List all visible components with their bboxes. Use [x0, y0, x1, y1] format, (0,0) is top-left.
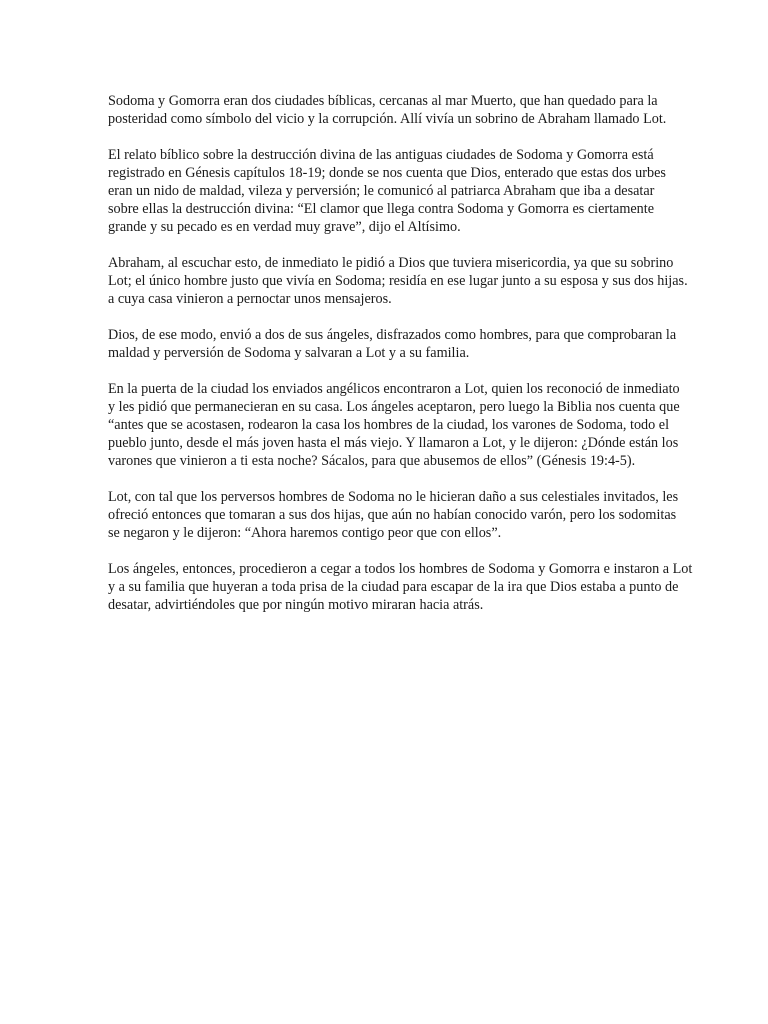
paragraph-3: Abraham, al escuchar esto, de inmediato le pidió a Dios que tuviera misericordia, ya que su sobrino Lot; el único hombre justo que vivía en Sodoma; residía en ese lugar junto a su esposa y sus dos hijas. a cuya casa vinieron a pernoctar unos mensajeros. [108, 255, 688, 307]
paragraph-6: Lot, con tal que los perversos hombres de Sodoma no le hicieran daño a sus celestiales invitados, les ofreció entonces que tomaran a sus dos hijas, que aún no habían conocido varón, pero los sodomitas se negaron y le dijeron: “Ahora haremos contigo peor que con ellos”. [108, 489, 679, 541]
paragraph-7: Los ángeles, entonces, procedieron a cegar a todos los hombres de Sodoma y Gomorra e instaron a Lot y a su familia que huyeran a toda prisa de la ciudad para escapar de la ira que Dios estaba a punto de desatar, advirtiéndoles que por ningún motivo miraran hacia atrás. [108, 561, 693, 613]
paragraph-5: En la puerta de la ciudad los enviados angélicos encontraron a Lot, quien los reconoció de inmediato y les pidió que permanecieran en su casa. Los ángeles aceptaron, pero luego la Biblia nos cuenta que “antes que se acostasen, rodearon la casa los hombres de la ciudad, los varones de Sodoma, todo el pueblo junto, desde el más joven hasta el más viejo. Y llamaron a Lot, y le dijeron: ¿Dónde están los varones que vinieron a ti esta noche? Sácalos, para que abusemos de ellos” (Génesis 19:4-5). [108, 381, 680, 469]
document-body [108, 92, 693, 632]
paragraph-1: Sodoma y Gomorra eran dos ciudades bíblicas, cercanas al mar Muerto, que han quedado para la posteridad como símbolo del vicio y la corrupción. Allí vivía un sobrino de Abraham llamado Lot. [108, 93, 667, 127]
paragraph-2: El relato bíblico sobre la destrucción divina de las antiguas ciudades de Sodoma y Gomorra está registrado en Génesis capítulos 18-19; donde se nos cuenta que Dios, enterado que estas dos urbes eran un nido de maldad, vileza y perversión; le comunicó al patriarca Abraham que iba a desatar sobre ellas la destrucción divina: “El clamor que llega contra Sodoma y Gomorra es ciertamente grande y su pecado es en verdad muy grave”, dijo el Altísimo. [108, 147, 666, 235]
paragraph-4: Dios, de ese modo, envió a dos de sus ángeles, disfrazados como hombres, para que comprobaran la maldad y perversión de Sodoma y salvaran a Lot y a su familia. [108, 327, 677, 361]
